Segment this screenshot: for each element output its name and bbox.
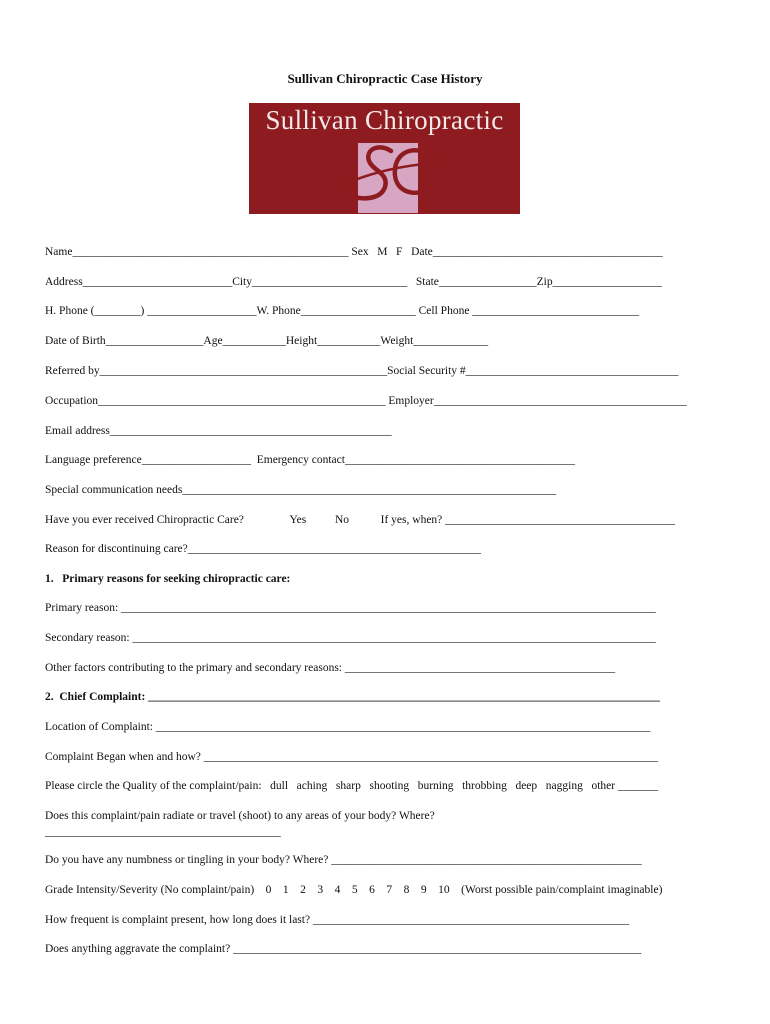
referred-ssn-line[interactable]: Referred by__________________________________________________Social Security #_____________________________________ xyxy=(45,365,679,377)
intensity-scale-line[interactable]: Grade Intensity/Severity (No complaint/pain) 0 1 2 3 4 5 6 7 8 9 10 (Worst possible pain/complaint imaginable) xyxy=(45,884,663,896)
other-factors-line[interactable]: Other factors contributing to the primary and secondary reasons: _______________________________________________ xyxy=(45,662,616,674)
email-line[interactable]: Email address_________________________________________________ xyxy=(45,425,392,437)
address-line[interactable]: Address__________________________City___________________________ State_________________Zip___________________ xyxy=(45,276,662,288)
sc-monogram-icon xyxy=(339,137,439,211)
name-sex-date-line[interactable]: Name________________________________________________ Sex M F Date________________________________________ xyxy=(45,246,663,258)
section-1-heading: 1. Primary reasons for seeking chiropractic care: xyxy=(45,573,291,585)
occupation-employer-line[interactable]: Occupation__________________________________________________ Employer____________________________________________ xyxy=(45,395,687,407)
numbness-line[interactable]: Do you have any numbness or tingling in your body? Where? ______________________________________________________ xyxy=(45,854,642,866)
quality-line[interactable]: Please circle the Quality of the complaint/pain: dull aching sharp shooting burning throbbing deep nagging other _______ xyxy=(45,780,659,792)
aggravate-line[interactable]: Does anything aggravate the complaint? _______________________________________________________________________ xyxy=(45,943,642,955)
radiate-answer-line[interactable]: _________________________________________ xyxy=(45,826,281,838)
secondary-reason-line[interactable]: Secondary reason: ___________________________________________________________________________________________ xyxy=(45,632,656,644)
complaint-began-line[interactable]: Complaint Began when and how? _______________________________________________________________________________ xyxy=(45,751,658,763)
chief-complaint-line[interactable]: 2. Chief Complaint: _________________________________________________________________________________________ xyxy=(45,691,660,703)
phone-line[interactable]: H. Phone (________) ___________________W. Phone____________________ Cell Phone _____________________________ xyxy=(45,305,640,317)
logo-text: Sullivan Chiropractic xyxy=(265,105,504,135)
prior-care-line[interactable]: Have you ever received Chiropractic Care? Yes No If yes, when? ________________________________________ xyxy=(45,514,676,526)
primary-reason-line[interactable]: Primary reason: _____________________________________________________________________________________________ xyxy=(45,602,656,614)
discontinue-reason-line[interactable]: Reason for discontinuing care?___________________________________________________ xyxy=(45,543,481,555)
special-needs-line[interactable]: Special communication needs_________________________________________________________________ xyxy=(45,484,557,496)
location-line[interactable]: Location of Complaint: ______________________________________________________________________________________ xyxy=(45,721,651,733)
radiate-question: Does this complaint/pain radiate or travel (shoot) to any areas of your body? Where? xyxy=(45,810,435,822)
frequency-line[interactable]: How frequent is complaint present, how long does it last? _______________________________________________________ xyxy=(45,914,630,926)
sullivan-chiropractic-logo xyxy=(249,103,520,214)
language-emergency-line[interactable]: Language preference___________________ Emergency contact________________________________________ xyxy=(45,454,575,466)
page-title: Sullivan Chiropractic Case History xyxy=(287,71,483,86)
dob-age-height-weight-line[interactable]: Date of Birth_________________Age___________Height___________Weight_____________ xyxy=(45,335,489,347)
